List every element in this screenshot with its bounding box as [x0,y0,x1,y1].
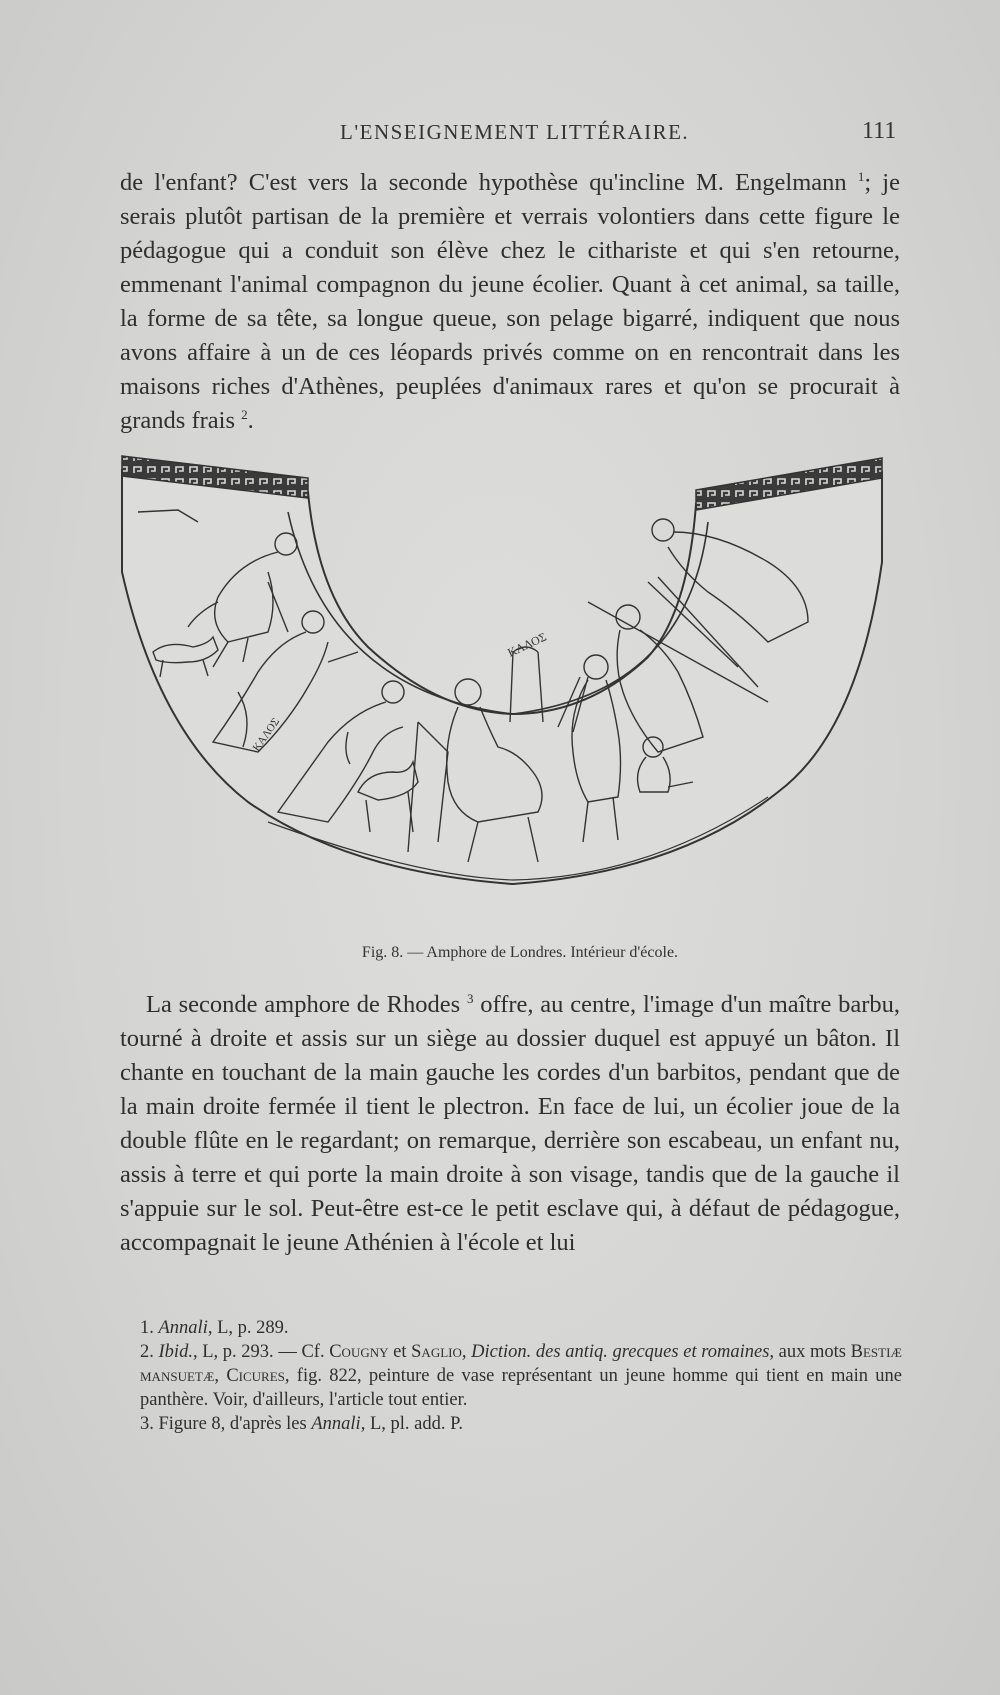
paragraph-2 [120,988,900,1260]
figure-caption: Fig. 8. — Amphore de Londres. Intérieur d'école. [361,944,679,961]
vase-interior-illustration [118,452,886,922]
footnote-2-author-1: Cougny [329,1342,389,1362]
paragraph-2-text-a: La seconde amphore de Rhodes [146,991,467,1018]
footnote-1-number: 1. [140,1318,154,1338]
footnote-2-word-2: Cicures [226,1366,285,1386]
footnote-2-ibid: Ibid. [158,1342,193,1362]
footnote-2-number: 2. [140,1342,154,1362]
inscription-kalos-1: ΚΑΛΟΣ [505,629,549,660]
footnote-3-text-a: Figure 8, d'après les [158,1414,312,1434]
footnote-ref-3[interactable]: 3 [466,990,474,1006]
footnote-2 [140,1340,902,1412]
paragraph-1-text-a: de l'enfant? C'est vers la seconde hypothèse qu'incline M. Engelmann [120,169,858,196]
footnote-2-word-1: Bestiæ mansuetæ [140,1342,902,1386]
page-number: 111 [862,118,897,144]
paragraph-1-text-c: . [247,407,254,434]
figure-vase-drawing [118,452,886,922]
footnotes [140,1316,902,1436]
footnote-3-work: Annali [311,1414,361,1434]
footnote-2-work: Diction. des antiq. grecques et romaines, [471,1342,775,1362]
footnote-2-et: et [388,1342,412,1362]
footnote-2-text-c: , fig. 822, peinture de vase représentant un jeune homme qui tient en main une panthère. Voir, d'ailleurs, l'article tout entier. [140,1366,902,1410]
vase-band [122,470,882,884]
footnote-ref-1[interactable]: 1 [857,168,865,184]
paragraph-1-text-b: ; je serais plutôt partisan de la première et verrais volontiers dans cette figure le pédagogue qui a conduit son élève chez le cithariste et qui s'en retourne, emmenant l'animal compagnon du jeune écolier. Quant à cet animal, sa taille, la forme de sa tête, sa longue queue, son pelage bigarré, indiquent que nous avons affaire à un de ces léopards privés comme on en rencontrait dans les maisons riches d'Athènes, peuplées d'animaux rares et qu'on se procurait à grands frais [120,169,900,434]
footnote-2-comma: , [461,1342,472,1362]
footnote-1-rest: , L, p. 289. [207,1318,289,1338]
footnote-2-author-2: Saglio [411,1342,462,1362]
footnote-1-work: Annali [158,1318,208,1338]
footnote-3 [140,1412,902,1436]
paragraph-2-text-b: offre, au centre, l'image d'un maître barbu, tourné à droite et assis sur un siège au dossier duquel est appuyé un bâton. Il chante en touchant de la main gauche les cordes d'un barbitos, pendant que de la main droite fermée il tient le plectron. En face de lui, un écolier joue de la double flûte en le regardant; on remarque, derrière son escabeau, un enfant nu, assis à terre et qui porte la main droite à son visage, tandis que de la gauche il s'appuie sur le sol. Peut-être est-ce le petit esclave qui, à défaut de pédagogue, accompagnait le jeune Athénien à l'école et lui [120,991,900,1256]
footnote-3-text-b: , L, pl. add. P. [360,1414,463,1434]
running-head [0,120,1000,150]
footnote-1 [140,1316,902,1340]
footnote-2-comma-2: , [214,1366,227,1386]
inscription-kalos-2: ΚΑΛΟΣ [250,715,283,754]
footnote-3-number: 3. [140,1414,154,1434]
footnote-ref-2[interactable]: 2 [241,406,248,422]
footnote-2-text-b: aux mots [774,1342,851,1362]
running-title: L'ENSEIGNEMENT LITTÉRAIRE. [340,120,690,144]
paragraph-1 [120,166,900,438]
footnote-2-text-a: , L, p. 293. — Cf. [192,1342,330,1362]
